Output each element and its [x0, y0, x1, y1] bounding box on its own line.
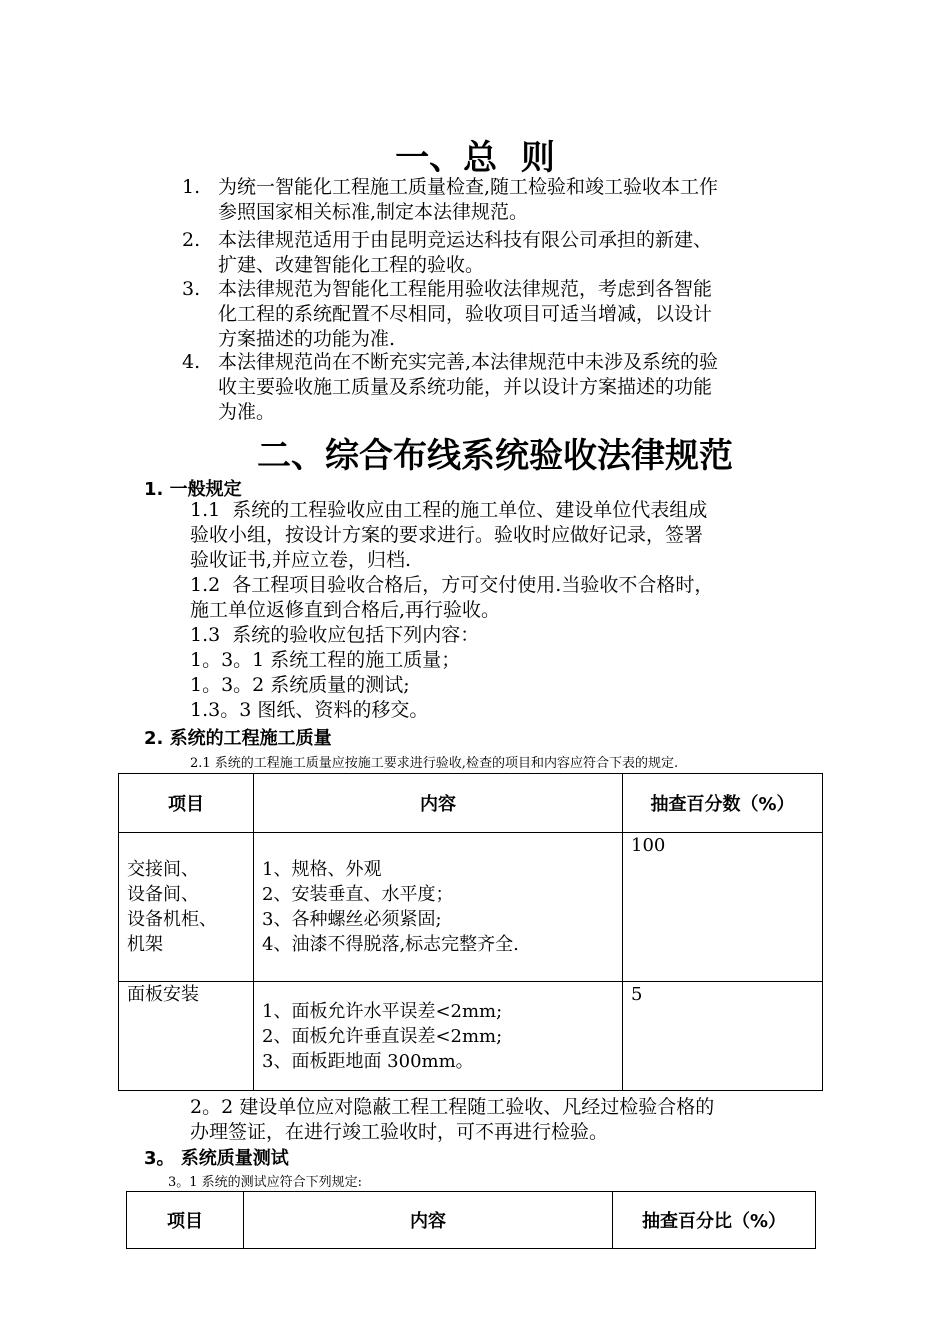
table-cell-percent	[623, 833, 823, 982]
paragraph-line: 1.3。3 图纸、资料的移交。	[190, 699, 429, 721]
paragraph-line: 施工单位返修直到合格后,再行验收。	[190, 599, 501, 621]
subsection-heading: 3。 系统质量测试	[144, 1148, 289, 1169]
paragraph-line: 办理签证，在进行竣工验收时，可不再进行检验。	[190, 1121, 609, 1143]
list-item-line: 化工程的系统配置不尽相同，验收项目可适当增减，以设计	[218, 303, 713, 325]
list-item-number: 2.	[182, 229, 201, 251]
list-item-number: 1.	[182, 176, 201, 198]
subsection-heading: 1. 一般规定	[144, 479, 242, 500]
cell-line: 交接间、	[127, 859, 199, 880]
paragraph-line: 1.3 系统的验收应包括下列内容：	[190, 624, 480, 646]
list-item-line: 本法律规范适用于由昆明竞运达科技有限公司承担的新建、	[218, 229, 713, 251]
table-cell-content	[254, 982, 623, 1091]
cell-line: 面板安装	[127, 984, 199, 1005]
construction-quality-table	[118, 773, 823, 1091]
section-title-cabling: 二、综合布线系统验收法律规范	[257, 436, 733, 476]
table-cell-content	[254, 833, 623, 982]
cell-line: 3、面板距地面 300mm。	[262, 1050, 474, 1072]
list-item-number: 4.	[182, 351, 201, 373]
cell-line: 4、油漆不得脱落,标志完整齐全.	[262, 934, 519, 955]
list-item-line: 参照国家相关标准,制定本法律规范。	[218, 201, 529, 223]
list-item-line: 为统一智能化工程施工质量检查,随工检验和竣工验收本工作	[218, 176, 719, 198]
cell-line: 2、安装垂直、水平度；	[262, 884, 454, 905]
cell-line: 设备间、	[127, 884, 199, 905]
table-header: 项目	[127, 1192, 244, 1249]
paragraph-line: 1.1 系统的工程验收应由工程的施工单位、建设单位代表组成	[190, 499, 708, 521]
list-item-line: 方案描述的功能为准.	[218, 328, 396, 350]
table-header: 抽查百分数（%）	[623, 774, 823, 833]
table-header: 内容	[254, 774, 623, 833]
paragraph-line: 1。3。2 系统质量的测试;	[190, 674, 410, 696]
list-item-line: 收主要验收施工质量及系统功能，并以设计方案描述的功能	[218, 376, 713, 398]
cell-line: 设备机柜、	[127, 909, 217, 930]
cell-line: 100	[631, 835, 666, 856]
cell-line: 1、规格、外观	[262, 859, 382, 880]
paragraph-line: 1.2 各工程项目验收合格后，方可交付使用.当验收不合格时，	[190, 574, 714, 596]
table-cell-percent	[623, 982, 823, 1091]
list-item-line: 扩建、改建智能化工程的验收。	[218, 254, 485, 276]
section-title-general: 一、总 则	[395, 138, 555, 178]
list-item-line: 为准。	[218, 401, 276, 423]
cell-line: 5	[631, 984, 643, 1005]
table-cell-item	[119, 982, 254, 1091]
cell-line: 机架	[127, 934, 163, 955]
cell-line: 3、各种螺丝必须紧固;	[262, 909, 442, 930]
paragraph-line: 验收证书,并应立卷，归档.	[190, 549, 412, 571]
table-header: 内容	[244, 1192, 613, 1249]
list-item-number: 3.	[182, 278, 201, 300]
table-header: 抽查百分比（%）	[613, 1192, 816, 1249]
paragraph-line: 验收小组，按设计方案的要求进行。验收时应做好记录，签署	[190, 524, 704, 546]
paragraph-line: 2。2 建设单位应对隐蔽工程工程随工验收、凡经过检验合格的	[190, 1096, 715, 1118]
cell-line: 1、面板允许水平误差<2mm;	[262, 1000, 503, 1022]
cell-line: 2、面板允许垂直误差<2mm;	[262, 1025, 503, 1047]
table-row	[119, 833, 823, 982]
list-item-line: 本法律规范尚在不断充实完善,本法律规范中未涉及系统的验	[218, 351, 719, 373]
subsection-heading: 2. 系统的工程施工质量	[144, 728, 332, 749]
list-item-line: 本法律规范为智能化工程能用验收法律规范，考虑到各智能	[218, 278, 713, 300]
table-caption: 2.1 系统的工程施工质量应按施工要求进行验收,检查的项目和内容应符合下表的规定.	[190, 756, 679, 771]
table-caption: 3。1 系统的测试应符合下列规定:	[168, 1175, 363, 1190]
paragraph-line: 1。3。1 系统工程的施工质量；	[190, 649, 461, 671]
table-cell-item	[119, 833, 254, 982]
quality-test-table	[126, 1191, 816, 1249]
table-header: 项目	[119, 774, 254, 833]
table-row	[119, 982, 823, 1091]
